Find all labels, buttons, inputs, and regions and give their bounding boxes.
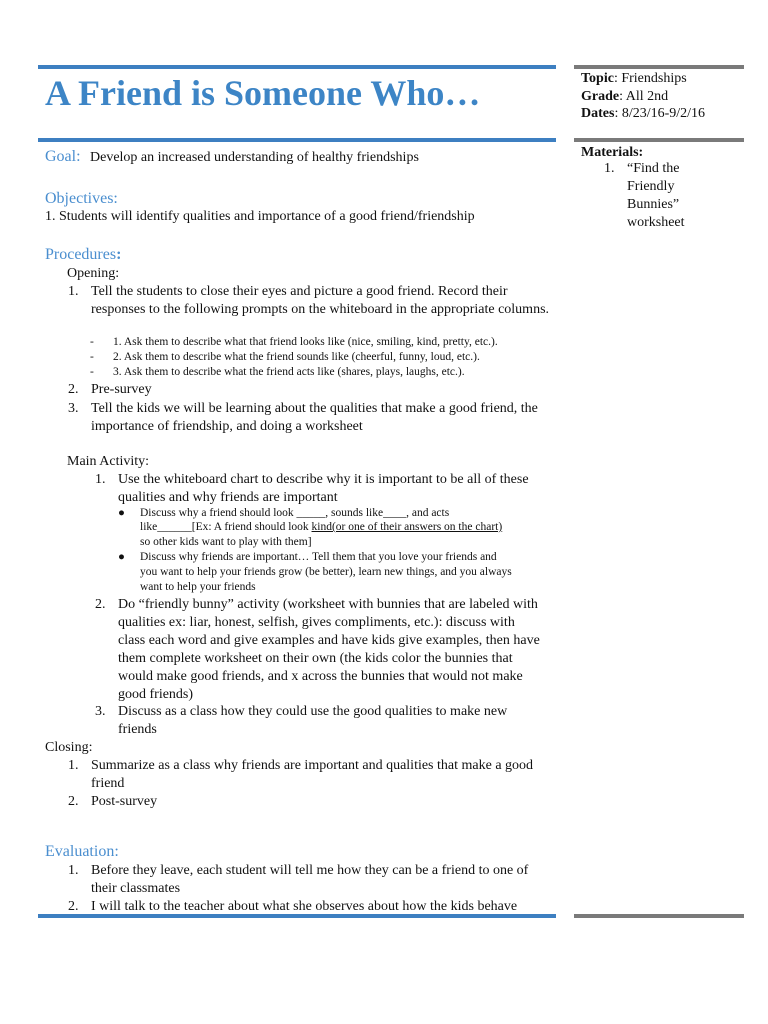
topic-label: Topic (581, 71, 614, 86)
dates-value: 8/23/16-9/2/16 (621, 106, 706, 121)
opening-subitem-dash: - (90, 336, 94, 348)
opening-item-3-text: Tell the kids we will be learning about the qualities that make a good friend, the importance of friendship, and doing a worksheet (91, 401, 538, 434)
main-item-2-text: Do “friendly bunny” activity (worksheet with bunnies that are labeled with qualities ex: liar, honest, selfish, gives compliments, etc.): discuss with class each word and give examples and have kids give examples, then have them complete worksheet on their own (the kids color the bunnies that would make good friends, and x across the bunnies that would not make good friends) (118, 597, 540, 702)
opening-subitem-dash: - (90, 351, 94, 363)
opening-subitem-3: 3. Ask them to describe what the friend acts like (shares, plays, laughs, etc.). (113, 366, 465, 378)
closing-label: Closing: (45, 740, 93, 755)
objective-item: 1. Students will identify qualities and importance of a good friend/friendship (45, 209, 475, 224)
main-bullet-1-line-2: like______[Ex: A friend should look kind(or one of their answers on the chart) (140, 521, 503, 533)
opening-subitem-1: 1. Ask them to describe what that friend looks like (nice, smiling, kind, pretty, etc.). (113, 336, 498, 348)
evaluation-item-2-text: I will talk to the teacher about what she observes about how the kids behave (91, 899, 518, 914)
sidebar-bottom-rule (574, 914, 744, 918)
goal-text: Develop an increased understanding of healthy friendships (90, 150, 419, 165)
grade-value: All 2nd (625, 88, 669, 104)
main-item-3-text: Discuss as a class how they could use the good qualities to make new friends (118, 704, 508, 737)
bullet-dot: ● (118, 507, 125, 519)
evaluation-item-2-number: 2. (68, 899, 79, 914)
materials-heading: Materials: (581, 145, 644, 160)
main-bullet-1-line-1: Discuss why a friend should look _____, sounds like____, and acts (140, 507, 450, 519)
objectives-heading: Objectives: (45, 190, 118, 207)
title-top-rule (38, 65, 556, 69)
grade-label: Grade (581, 88, 620, 104)
main-activity-label: Main Activity: (67, 454, 150, 469)
underlined-example: kind(or one of their answers on the chart) (311, 521, 503, 533)
topic-value: Friendships (621, 71, 687, 86)
bottom-rule (38, 914, 556, 918)
sidebar-top-rule (574, 65, 744, 69)
title-bottom-rule (38, 138, 556, 142)
main-item-3-number: 3. (95, 704, 106, 719)
main-bullet-2-line-2: you want to help your friends grow (be better), learn new things, and you always (140, 566, 512, 578)
grade-line: Grade: All 2nd (581, 88, 669, 104)
goal-heading: Goal: (45, 148, 81, 165)
closing-item-2-text: Post-survey (91, 794, 158, 809)
opening-subitem-dash: - (90, 366, 94, 378)
opening-item-2-number: 2. (68, 382, 79, 397)
main-item-1-number: 1. (95, 472, 106, 487)
main-bullet-2-line-3: want to help your friends (140, 581, 256, 593)
opening-subitem-2: 2. Ask them to describe what the friend sounds like (cheerful, funny, loud, etc.). (113, 351, 480, 363)
materials-item-number: 1. (604, 161, 615, 176)
bullet-dot: ● (118, 551, 125, 563)
closing-item-1-text: Summarize as a class why friends are important and qualities that make a good friend (91, 758, 534, 791)
materials-item-text: “Find the Friendly Bunnies” worksheet (627, 161, 685, 230)
opening-item-1-text: Tell the students to close their eyes and picture a good friend. Record their responses to the following prompts on the whiteboard in the appropriate columns. (91, 284, 550, 317)
main-bullet-1-line-3: so other kids want to play with them] (140, 536, 312, 548)
evaluation-heading: Evaluation: (45, 843, 119, 860)
procedures-heading: Procedures: (45, 246, 122, 263)
topic-line: Topic: Friendships (581, 71, 687, 86)
sidebar-mid-rule (574, 138, 744, 142)
dates-line: Dates: 8/23/16-9/2/16 (581, 106, 706, 121)
main-item-1-text: Use the whiteboard chart to describe why it is important to be all of these qualities and why friends are important (118, 472, 529, 505)
main-item-2-number: 2. (95, 597, 106, 612)
opening-item-2-text: Pre-survey (91, 382, 152, 397)
dates-label: Dates (581, 106, 615, 121)
closing-item-2-number: 2. (68, 794, 79, 809)
opening-label: Opening: (67, 266, 120, 281)
opening-item-3-number: 3. (68, 401, 79, 416)
opening-item-1-number: 1. (68, 284, 79, 299)
evaluation-item-1-number: 1. (68, 863, 79, 878)
evaluation-item-1-text: Before they leave, each student will tell me how they can be a friend to one of their classmates (91, 863, 529, 896)
page-title: A Friend is Someone Who… (45, 73, 481, 113)
main-bullet-2-line-1: Discuss why friends are important… Tell them that you love your friends and (140, 551, 497, 563)
closing-item-1-number: 1. (68, 758, 79, 773)
